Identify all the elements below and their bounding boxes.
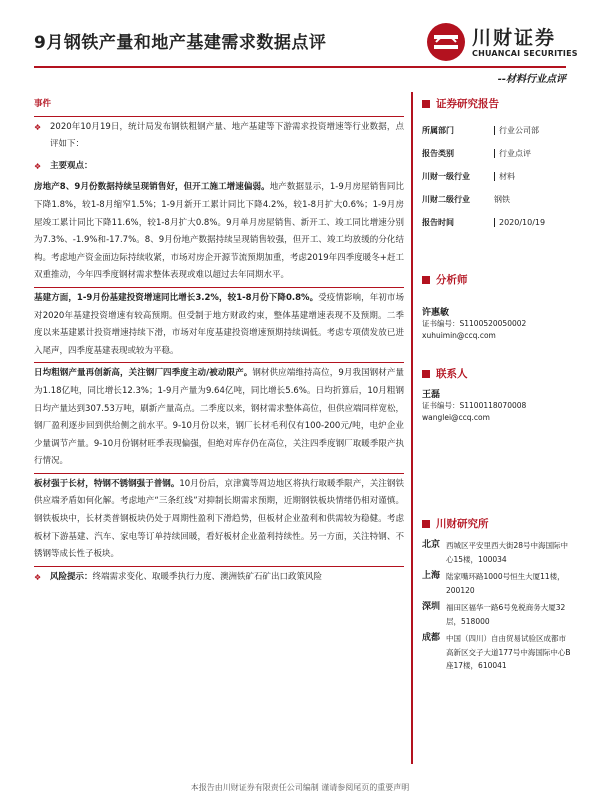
info-row: 川财一级行业 材料 [422,172,515,181]
report-subtitle: --材料行业点评 [497,74,566,85]
info-row: 报告时间 2020/10/19 [422,218,546,227]
square-bullet-icon [422,520,430,528]
column-divider [411,92,413,764]
key-points-heading: ❖ 主要观点： [34,158,404,176]
section-divider [34,116,404,117]
square-bullet-icon [422,100,430,108]
square-bullet-icon [422,370,430,378]
header-divider [34,66,566,68]
paragraph-infrastructure: 基建方面，1-9月份基建投资增速同比增长3.2%，较1-8月份下降0.8%。受疫情影响，年初市场对2020年基建投资增速有较高预期。但受制于地方财政约束，整体基建增速表现不及预期。二季度以来基建累计投资增速持续下滑，市场对年度基建投资增速预期持续调低。考虑专项债发放已进入尾声，四季度基建表现或较为平稳。 [34,292,404,356]
paragraph-plate-vs-long: 板材强于长材，特钢不锈钢强于普钢。10月份后，京津冀等周边地区将执行取暖季限产，关注钢铁供应端矛盾如何化解。考虑地产“三条红线”对抑制长期需求预期，近期钢铁板块情绪仍相对谨慎。钢铁板块中，长材类普钢板块仍处于周期性盈利下滑趋势，但板材企业盈利和供需较为稳健。考虑板材下游基建、汽车、家电等订单持续回暖，看好板材企业盈利持续性。另一方面，关注特钢、不锈钢等成长性子板块。 [34,478,404,560]
contact-name: 王磊 [422,390,441,400]
logo-mark-icon [426,22,466,62]
info-row: 所属部门 行业公司部 [422,126,539,135]
analyst-email[interactable]: xuhuimin@ccq.com [422,331,496,340]
footer-disclaimer: 本报告由川财证券有限责任公司编制 谨请参阅尾页的重要声明 [190,783,410,792]
section-divider [34,287,404,288]
analyst-name: 许惠敏 [422,308,450,318]
diamond-bullet-icon: ❖ [34,161,42,171]
logo-chinese-name: 川财证券 [472,27,557,49]
contact-cert: 证书编号：S1100118070008 [422,401,527,410]
office-chengdu: 成都 中国（四川）自由贸易试验区成都市高新区交子大道177号中海国际中心B座17楼，610041 [422,633,571,670]
risk-warning: ❖ 风险提示：终端需求变化、取暖季执行力度、澳洲铁矿石矿出口政策风险 [34,569,404,587]
diamond-bullet-icon: ❖ [34,572,42,582]
event-label: 事件 [34,99,52,109]
contact-email[interactable]: wanglei@ccq.com [422,413,490,422]
office-shenzhen: 深圳 福田区福华一路6号免税商务大厦32层，518000 [422,602,566,626]
paragraph-real-estate: 房地产8、9月份数据持续呈现销售好，但开工施工增速偏弱。地产数据显示，1-9月房屋销售同比下降1.8%，较1-8月缩窄1.5%；1-9月新开工累计同比下降4.2%，较1-8月扩大0.6%；1-9月房屋竣工累计同比下降11.6%，较1-8月扩大0.8%。9月单月房屋销售、新开工、竣工同比增速分别为7.3%、-1.9%和-17.7%。8、9月份地产数据持续呈现销售较强，但开工、竣工均放缓的分化结构。考虑地产资金面边际持续收紧，市场对房企开源节流预期加重，考虑2019年四季度暖冬+赶工双重推动，今年四季度钢材需求整体表现或难以超过去年同期水平。 [34,182,404,281]
section-divider [34,566,404,567]
office-beijing: 北京 西城区平安里西大街28号中海国际中心15楼，100034 [422,540,569,564]
section-divider [34,473,404,474]
contact-heading: 联系人 [422,366,572,381]
info-row: 川财二级行业 钢铁 [422,195,510,204]
analyst-heading: 分析师 [422,272,572,287]
office-shanghai: 上海 陆家嘴环路1000号恒生大厦11楼，200120 [422,571,565,595]
company-logo [426,20,578,64]
report-body [34,96,404,586]
page-title: 9月钢铁产量和地产基建需求数据点评 [34,33,327,53]
square-bullet-icon [422,276,430,284]
event-paragraph: ❖ 2020年10月19日，统计局发布钢铁粗钢产量、地产基建等下游需求投资增速等行业数据，点评如下： [34,119,404,154]
sidebar [422,96,572,673]
info-row: 报告类别 行业点评 [422,149,531,158]
logo-english-name: CHUANCAI SECURITIES [472,49,578,58]
analyst-cert: 证书编号：S1100520050002 [422,319,527,328]
report-heading: 证券研究报告 [422,96,572,111]
diamond-bullet-icon: ❖ [34,122,42,132]
institute-heading: 川财研究所 [422,516,572,531]
section-divider [34,362,404,363]
report-info-table [422,119,572,234]
paragraph-steel-output: 日均粗钢产量再创新高，关注钢厂四季度主动/被动限产。钢材供应端维持高位，9月我国钢材产量为1.18亿吨，同比增长12.3%；1-9月产量为9.64亿吨，同比增长5.6%。日均折算后，10月粗钢日均产量达到307.53万吨，刷新产量高点。二季度以来，钢材需求整体高位，但供应端同样宽松，钢厂盈利逐步回到供给侧之前水平。9-10月份以来，钢厂长材毛利仅有100-200元/吨，电炉企业少量调节产量。9-10月份钢材旺季表现偏强，但绝对库存仍在高位，关注四季度钢厂取暖季限产执行情况。 [34,368,404,467]
